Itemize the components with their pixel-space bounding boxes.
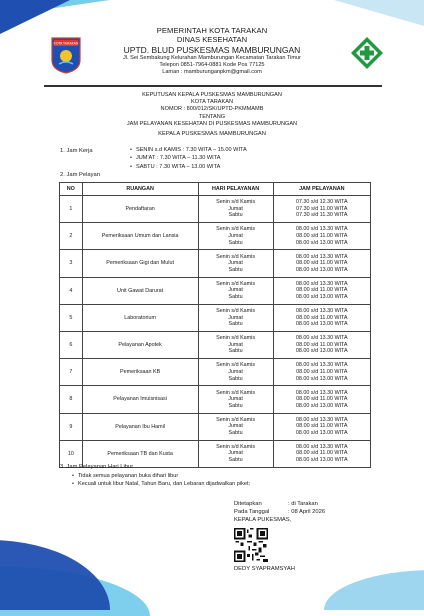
hour-line: 08.00 s/d 11.00 WITA <box>296 232 348 239</box>
row-room: Unit Gawat Darurat <box>82 277 198 304</box>
hour-line: 08.00 s/d 11.00 WITA <box>296 396 348 403</box>
row-number: 9 <box>60 413 83 440</box>
hour-line: 08.00 s/d 13.30 WITA <box>295 335 348 342</box>
hour-line: 08.00 s/d 13.00 WITA <box>295 239 348 246</box>
row-number: 3 <box>60 250 83 277</box>
table-header-row <box>60 183 371 196</box>
hour-line: 07.30 s/d 11.00 WITA <box>296 205 348 212</box>
unit-name: UPTD. BLUD PUSKESMAS MAMBURUNGAN <box>123 45 301 55</box>
row-room: Pemeriksaan KB <box>82 359 198 386</box>
decree-subject: JAM PELAYANAN KESEHATAN DI PUSKESMAS MAMBURUNGAN <box>126 120 298 127</box>
row-number: 6 <box>60 331 83 358</box>
col-hours: JAM PELAYANAN <box>273 183 370 196</box>
working-hours-item: • SENIN s.d KAMIS : 7.30 WITA – 15.00 WITA <box>130 146 247 154</box>
header-divider <box>44 85 382 87</box>
decree-about: TENTANG <box>198 113 226 120</box>
table-row <box>60 413 371 440</box>
day-line: Senin s/d Kamis <box>216 199 256 206</box>
decree-line2: KOTA TARAKAN <box>191 99 233 106</box>
dept-name: DINAS KESEHATAN <box>176 35 248 44</box>
table-row <box>60 250 371 277</box>
day-line: Sabtu <box>228 402 243 409</box>
city-emblem-icon <box>50 36 82 74</box>
hour-line: 08.00 s/d 13.00 WITA <box>295 457 348 464</box>
row-room: Pelayanan Ibu Hamil <box>82 413 198 440</box>
address: Jl. Sei Sembakung Kelurahan Mamburungan Kecamatan Tarakan Timur <box>122 55 302 61</box>
day-line: Senin s/d Kamis <box>216 307 256 314</box>
row-room: Pemeriksaan TB dan Kusta <box>82 440 198 467</box>
section-holiday-label: 3. Jam Pelayanan Hari Libur <box>60 464 134 470</box>
decree-line1: KEPUTUSAN KEPALA PUSKESMAS MAMBURUNGAN <box>142 92 282 98</box>
hour-line: 08.00 s/d 11.00 WITA <box>296 450 348 457</box>
day-line: Jumat <box>228 287 243 294</box>
row-hours <box>273 223 370 250</box>
col-no: NO <box>60 183 83 196</box>
hour-line: 08.00 s/d 11.00 WITA <box>296 368 348 375</box>
day-line: Jumat <box>228 396 243 403</box>
hour-line: 08.00 s/d 11.00 WITA <box>296 423 348 430</box>
date-label: Pada Tanggal <box>234 509 270 515</box>
col-days: HARI PELAYANAN <box>198 183 273 196</box>
hour-line: 08.00 s/d 13.00 WITA <box>295 293 348 300</box>
row-days <box>198 277 273 304</box>
hour-line: 08.00 s/d 11.00 WITA <box>296 260 348 267</box>
row-number: 8 <box>60 386 83 413</box>
holiday-notes-list <box>72 472 250 488</box>
day-line: Jumat <box>228 260 243 267</box>
row-hours <box>273 304 370 331</box>
decree-title <box>0 92 424 128</box>
signature-block <box>234 500 325 524</box>
row-room: Pemeriksaan Umum dan Lansia <box>82 223 198 250</box>
phone: Telepon 0851-7964-0881 Kode Pos 77125 <box>159 62 265 68</box>
hour-line: 08.00 s/d 13.00 WITA <box>295 348 348 355</box>
day-line: Sabtu <box>228 457 243 464</box>
day-line: Sabtu <box>228 239 243 246</box>
day-line: Jumat <box>228 450 243 457</box>
day-line: Sabtu <box>228 293 243 300</box>
row-number: 2 <box>60 223 83 250</box>
day-line: Sabtu <box>228 375 243 382</box>
gov-name: PEMERINTAH KOTA TARAKAN <box>156 26 268 35</box>
working-hours-list <box>130 146 247 171</box>
row-room: Pelayanan Imuisnisasi <box>82 386 198 413</box>
section-working-hours-label: 1. Jam Kerja <box>60 148 93 154</box>
day-line: Senin s/d Kamis <box>216 335 256 342</box>
day-line: Senin s/d Kamis <box>216 362 256 369</box>
row-hours <box>273 413 370 440</box>
table-row <box>60 277 371 304</box>
day-line: Sabtu <box>228 429 243 436</box>
row-number: 4 <box>60 277 83 304</box>
hour-line: 08.00 s/d 13.00 WITA <box>295 402 348 409</box>
row-hours <box>273 359 370 386</box>
day-line: Sabtu <box>228 212 243 219</box>
row-room: Pendaftaran <box>82 196 198 223</box>
table-row <box>60 359 371 386</box>
row-days <box>198 196 273 223</box>
email: Laman : mamburunganpkm@gmail.com <box>162 69 262 75</box>
puskesmas-logo-icon <box>350 36 384 70</box>
day-line: Senin s/d Kamis <box>216 443 256 450</box>
hour-line: 08.00 s/d 11.00 WITA <box>296 287 348 294</box>
hour-line: 08.00 s/d 13.30 WITA <box>295 443 348 450</box>
table-row <box>60 331 371 358</box>
hour-line: 08.00 s/d 13.00 WITA <box>295 321 348 328</box>
signer-name: DEDY SYAPRAMSYAH <box>234 566 295 572</box>
day-line: Sabtu <box>228 321 243 328</box>
day-line: Senin s/d Kamis <box>216 389 256 396</box>
decree-issuer: KEPALA PUSKESMAS MAMBURUNGAN <box>158 131 266 137</box>
day-line: Jumat <box>228 341 243 348</box>
row-hours <box>273 277 370 304</box>
decree-number: NOMOR : 800/012/SK/UPTD-PKMMAMB <box>160 106 264 113</box>
decor-bottom-right <box>324 570 424 610</box>
row-hours <box>273 386 370 413</box>
hour-line: 08.00 s/d 13.00 WITA <box>295 266 348 273</box>
hour-line: 08.00 s/d 13.00 WITA <box>295 375 348 382</box>
day-line: Senin s/d Kamis <box>216 416 256 423</box>
row-days <box>198 331 273 358</box>
row-days <box>198 359 273 386</box>
day-line: Jumat <box>228 423 243 430</box>
hour-line: 07.30 s/d 12.30 WITA <box>295 199 348 206</box>
holiday-note: • Tidak semua pelayanan buka dihari libur <box>72 472 250 480</box>
date-value: : 08 April 2026 <box>288 509 326 515</box>
hour-line: 08.00 s/d 13.30 WITA <box>295 416 348 423</box>
day-line: Sabtu <box>228 266 243 273</box>
row-days <box>198 223 273 250</box>
col-room: RUANGAN <box>82 183 198 196</box>
holiday-note: • Kecuali untuk libur Natal, Tahun Baru, dan Lebaran dijadwalkan piket; <box>72 480 250 488</box>
row-hours <box>273 250 370 277</box>
row-room: Pelayanan Apotek <box>82 331 198 358</box>
letterhead <box>0 0 424 88</box>
day-line: Sabtu <box>228 348 243 355</box>
hour-line: 08.00 s/d 13.30 WITA <box>295 362 348 369</box>
qr-code-icon <box>234 528 268 562</box>
day-line: Senin s/d Kamis <box>216 253 256 260</box>
place-label: Ditetapkan <box>234 501 262 507</box>
row-hours <box>273 440 370 467</box>
day-line: Senin s/d Kamis <box>216 226 256 233</box>
row-days <box>198 304 273 331</box>
day-line: Jumat <box>228 205 243 212</box>
day-line: Jumat <box>228 368 243 375</box>
day-line: Jumat <box>228 314 243 321</box>
hour-line: 08.00 s/d 11.00 WITA <box>296 341 348 348</box>
table-row <box>60 304 371 331</box>
row-number: 7 <box>60 359 83 386</box>
emblem-label: KOTA TARAKAN <box>53 41 79 46</box>
hour-line: 08.00 s/d 13.30 WITA <box>295 280 348 287</box>
row-number: 5 <box>60 304 83 331</box>
signer-role: KEPALA PUKESMAS, <box>234 517 292 523</box>
day-line: Senin s/d Kamis <box>216 280 256 287</box>
row-room: Pemeriksaan Gigi dan Mulut <box>82 250 198 277</box>
section-service-hours-label: 2. Jam Pelayan <box>60 172 100 178</box>
hour-line: 07.30 s/d 11.30 WITA <box>296 212 348 219</box>
hour-line: 08.00 s/d 11.00 WITA <box>296 314 348 321</box>
row-hours <box>273 331 370 358</box>
place-value: : di Tarakan <box>288 501 318 507</box>
working-hours-item: • SABTU : 7.30 WITA – 13.00 WITA <box>130 163 247 171</box>
hour-line: 08.00 s/d 13.30 WITA <box>295 389 348 396</box>
row-room: Laboratorium <box>82 304 198 331</box>
hour-line: 08.00 s/d 13.00 WITA <box>295 429 348 436</box>
hour-line: 08.00 s/d 13.30 WITA <box>295 253 348 260</box>
row-number: 10 <box>60 440 83 467</box>
day-line: Jumat <box>228 232 243 239</box>
table-row <box>60 223 371 250</box>
table-row <box>60 386 371 413</box>
row-days <box>198 250 273 277</box>
row-days <box>198 440 273 467</box>
hour-line: 08.00 s/d 13.30 WITA <box>295 307 348 314</box>
row-days <box>198 413 273 440</box>
working-hours-item: • JUM'AT : 7.30 WITA – 11.30 WITA <box>130 154 247 162</box>
row-number: 1 <box>60 196 83 223</box>
row-days <box>198 386 273 413</box>
hour-line: 08.00 s/d 13.30 WITA <box>295 226 348 233</box>
row-hours <box>273 196 370 223</box>
table-row <box>60 196 371 223</box>
service-hours-table <box>59 182 371 468</box>
